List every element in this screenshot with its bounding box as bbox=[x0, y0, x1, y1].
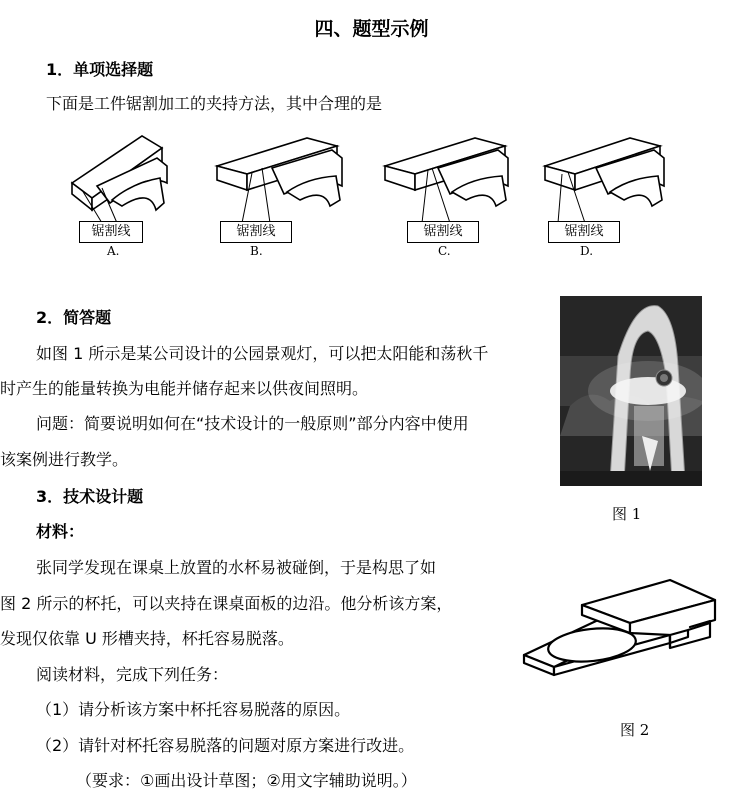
cup-holder-figure bbox=[520, 575, 720, 710]
requirement: （要求：①画出设计草图；②用文字辅助说明。） bbox=[76, 771, 417, 790]
saw-line-label-b: 锯割线 bbox=[220, 221, 292, 243]
park-lamp-photo bbox=[560, 296, 702, 486]
option-c-label: C. bbox=[438, 244, 451, 258]
material-label: 材料： bbox=[36, 522, 85, 541]
task1: （1）请分析该方案中杯托容易脱落的原因。 bbox=[36, 700, 351, 719]
option-b-figure bbox=[212, 128, 347, 263]
saw-line-label-a: 锯割线 bbox=[79, 221, 143, 243]
instruction: 阅读材料，完成下列任务： bbox=[36, 665, 229, 684]
figure1-caption: 图 1 bbox=[612, 505, 642, 523]
section2-para2-line1: 问题：简要说明如何在“技术设计的一般原则”部分内容中使用 bbox=[36, 414, 469, 433]
section2-para1-line1: 如图 1 所示是某公司设计的公园景观灯，可以把太阳能和荡秋千 bbox=[36, 344, 489, 363]
section3-heading: 3．技术设计题 bbox=[36, 487, 144, 506]
option-a-label: A. bbox=[107, 244, 120, 258]
section3-para1-line3: 发现仅依靠 U 形槽夹持，杯托容易脱落。 bbox=[0, 629, 294, 648]
section2-heading: 2．简答题 bbox=[36, 308, 112, 327]
park-lamp-illustration bbox=[560, 296, 702, 486]
section2-para2-line2: 该案例进行教学。 bbox=[0, 450, 129, 469]
section1-heading: 1．单项选择题 bbox=[46, 60, 154, 79]
section1-question: 下面是工件锯割加工的夹持方法，其中合理的是 bbox=[46, 94, 383, 113]
section3-para1-line1: 张同学发现在课桌上放置的水杯易被碰倒，于是构思了如 bbox=[36, 558, 437, 577]
option-a-figure bbox=[62, 128, 182, 263]
task2: （2）请针对杯托容易脱落的问题对原方案进行改进。 bbox=[36, 736, 415, 755]
page-title: 四、题型示例 bbox=[314, 18, 429, 40]
section2-para1-line2: 时产生的能量转换为电能并储存起来以供夜间照明。 bbox=[0, 379, 369, 398]
cup-holder-drawing bbox=[520, 575, 720, 710]
option-b-label: B. bbox=[250, 244, 263, 258]
saw-line-label-c: 锯割线 bbox=[407, 221, 479, 243]
section3-para1-line2: 图 2 所示的杯托，可以夹持在课桌面板的边沿。他分析该方案， bbox=[0, 594, 453, 613]
option-d-figure bbox=[540, 128, 670, 263]
saw-line-label-d: 锯割线 bbox=[548, 221, 620, 243]
figure2-caption: 图 2 bbox=[620, 721, 650, 739]
option-d-label: D. bbox=[580, 244, 594, 258]
option-c-figure bbox=[380, 128, 515, 263]
